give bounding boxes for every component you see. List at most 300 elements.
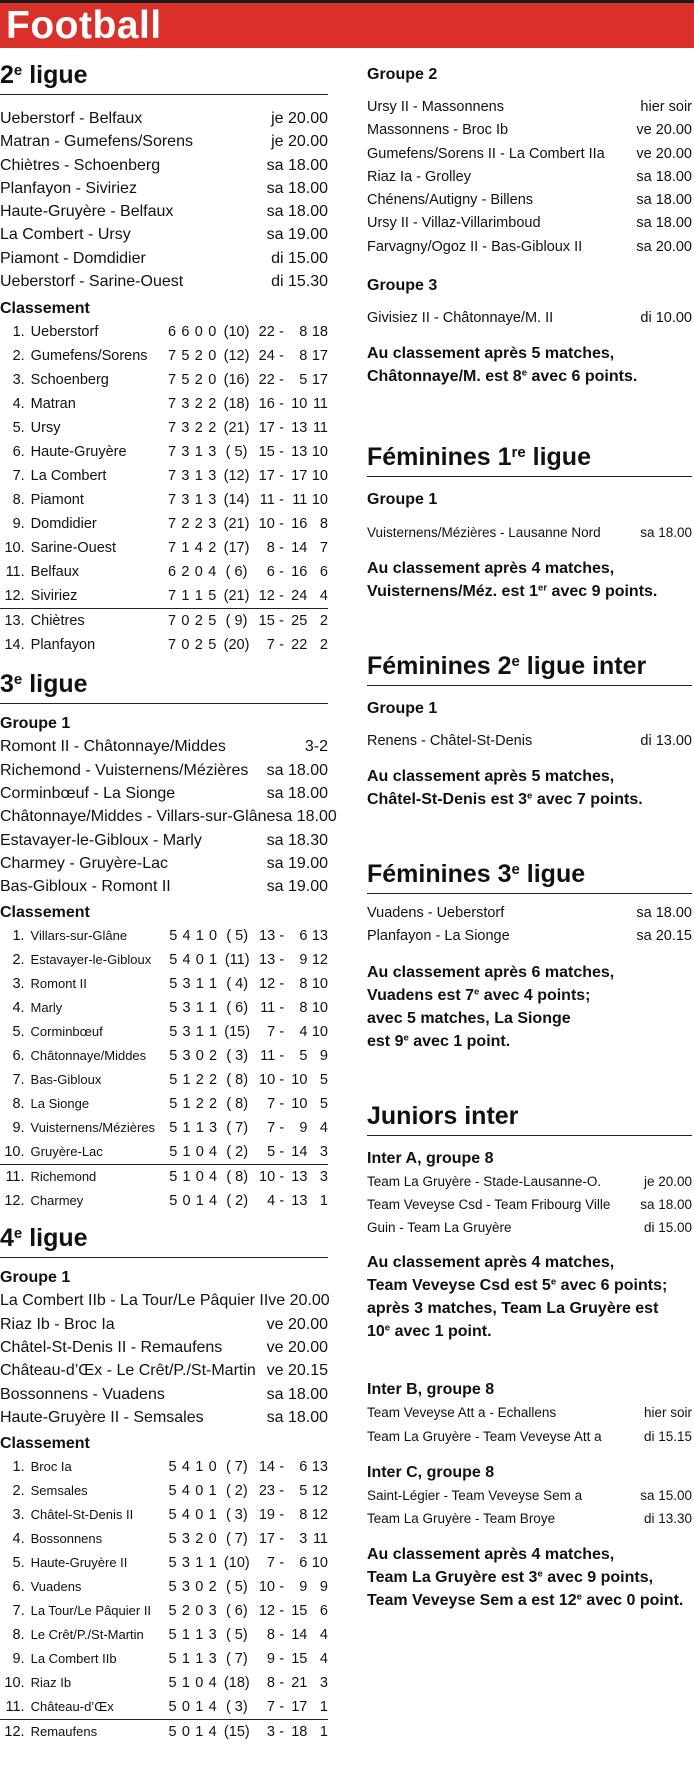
cell-gf: 12	[259, 976, 276, 993]
cell-pen: ( 3)	[225, 1507, 248, 1524]
cell-w: 4	[182, 928, 191, 945]
table-row	[0, 488, 328, 512]
cell-team: Richemond	[30, 1169, 97, 1185]
table-row	[0, 948, 328, 972]
cell-pts: 4	[307, 584, 328, 609]
cell-gf: 4	[267, 1193, 276, 1210]
cell-team: Bossonnens	[30, 1531, 103, 1547]
cell-pen: (15)	[224, 1024, 251, 1041]
cell-separator: -	[279, 1483, 285, 1500]
cell-pts: 7	[319, 540, 328, 557]
cell-w: 5	[181, 348, 190, 365]
cell-gf: 19	[258, 1507, 275, 1524]
fixtures-groupe3	[367, 307, 692, 330]
cell-pts: 5	[319, 1072, 328, 1089]
cell-ga: 9	[299, 952, 308, 969]
fixture-time: je 20.00	[271, 133, 328, 151]
fixtures-inter-b	[367, 1401, 692, 1448]
cell-w: 1	[181, 1651, 190, 1668]
cell-separator: -	[279, 372, 284, 389]
fixture-row	[0, 247, 328, 270]
cell-team: Corminbœuf	[30, 1024, 103, 1040]
fixture-row	[0, 805, 337, 828]
cell-pen: ( 6)	[225, 1603, 248, 1620]
cell-d: 1	[195, 1651, 204, 1668]
fixtures-ligue3	[0, 735, 337, 898]
cell-g: 5	[169, 976, 178, 993]
group-label: Inter A, groupe 8	[367, 1149, 494, 1167]
cell-l: 4	[206, 1695, 219, 1720]
cell-team: Planfayon	[30, 637, 96, 654]
cell-g: 5	[168, 1579, 177, 1596]
cell-ga: 18	[291, 1724, 308, 1741]
fixture-time: sa 18.00	[266, 784, 328, 802]
fixture-match: Planfayon - Siviriez	[0, 179, 137, 197]
cell-rank: 6.	[12, 1579, 25, 1596]
cell-l: 2	[209, 1048, 218, 1065]
cell-g: 5	[168, 1724, 177, 1741]
cell-pts: 17	[311, 348, 328, 365]
cell-separator: -	[279, 1048, 285, 1065]
fixture-match: Châtonnaye/Middes - Villars-sur-Glâne	[0, 808, 276, 826]
cell-gf: 6	[266, 564, 275, 581]
cell-g: 6	[167, 324, 177, 341]
cell-ga: 14	[291, 540, 308, 557]
cell-pts: 10	[311, 492, 328, 509]
table-row	[0, 416, 328, 440]
table-row	[0, 633, 328, 657]
fixture-match: Team La Gruyère - Team Veveyse Att a	[367, 1428, 602, 1444]
fixture-row	[367, 730, 692, 753]
cell-rank: 10.	[4, 1675, 25, 1692]
cell-pts: 4	[319, 1627, 328, 1644]
cell-pen: (18)	[223, 1675, 250, 1692]
cell-w: 1	[181, 540, 190, 557]
fixture-match: Bossonnens - Vuadens	[0, 1385, 165, 1403]
fixture-match: Charmey - Gruyère-Lac	[0, 854, 169, 872]
cell-pen: (16)	[223, 372, 250, 389]
cell-pen: ( 2)	[225, 1483, 248, 1500]
cell-gf: 23	[258, 1483, 275, 1500]
cell-separator: -	[279, 564, 284, 581]
cell-rank: 8.	[12, 492, 25, 509]
cell-ga: 11	[292, 492, 308, 509]
cell-d: 2	[194, 637, 203, 654]
cell-l: 3	[208, 516, 217, 533]
cell-w: 0	[182, 1193, 191, 1210]
cell-d: 0	[195, 1507, 204, 1524]
fixtures-inter-a	[367, 1170, 692, 1240]
cell-l: 2	[209, 1072, 218, 1089]
fixture-row	[367, 212, 692, 235]
fixture-row	[0, 154, 328, 177]
cell-d: 2	[195, 1072, 204, 1089]
cell-rank: 10.	[4, 540, 25, 557]
fixture-time: ve 20.00	[266, 1339, 328, 1357]
cell-l: 5	[206, 584, 219, 609]
cell-pen: ( 7)	[225, 1651, 248, 1668]
group-label: Inter B, groupe 8	[367, 1381, 495, 1399]
cell-pts: 2	[319, 637, 328, 654]
table-row	[0, 1503, 328, 1527]
cell-pts: 6	[319, 1603, 328, 1620]
fixture-row	[0, 1336, 328, 1359]
cell-gf: 13	[259, 928, 276, 945]
cell-pts: 5	[319, 1096, 328, 1113]
table-row	[0, 1695, 328, 1720]
cell-gf: 10	[258, 1579, 275, 1596]
cell-ga: 25	[291, 613, 308, 630]
cell-g: 5	[169, 928, 178, 945]
cell-ga: 6	[299, 1555, 308, 1572]
cell-rank: 9.	[12, 516, 25, 533]
cell-pen: ( 3)	[226, 1048, 249, 1065]
cell-w: 4	[181, 1483, 190, 1500]
cell-w: 3	[181, 444, 190, 461]
cell-ga: 6	[299, 1459, 308, 1476]
fixture-row	[367, 1425, 692, 1448]
cell-w: 5	[181, 372, 190, 389]
fixtures-fem1	[367, 521, 692, 544]
table-row	[0, 1527, 328, 1551]
cell-g: 7	[167, 396, 177, 413]
fixture-match: Chiètres - Schoenberg	[0, 156, 161, 174]
cell-team: Le Crêt/P./St-Martin	[30, 1627, 144, 1643]
cell-gf: 7	[267, 1024, 276, 1041]
cell-gf: 8	[266, 1675, 275, 1692]
cell-ga: 13	[291, 1193, 308, 1210]
cell-pts: 6	[319, 564, 328, 581]
cell-separator: -	[279, 1024, 285, 1041]
cell-w: 1	[182, 1120, 191, 1137]
table-row	[0, 368, 328, 392]
cell-ga: 9	[299, 1579, 308, 1596]
cell-d: 1	[195, 928, 204, 945]
left-column	[0, 48, 337, 1744]
cell-pts: 10	[311, 468, 328, 485]
fixture-row	[0, 852, 328, 875]
cell-team: Vuadens	[30, 1579, 82, 1595]
cell-separator: -	[279, 1193, 285, 1210]
cell-d: 2	[194, 613, 203, 630]
fixture-time: sa 18.00	[636, 215, 692, 232]
cell-l: 0	[208, 1459, 217, 1476]
cell-pts: 8	[319, 516, 328, 533]
fixture-match: Renens - Châtel-St-Denis	[367, 732, 533, 749]
cell-d: 4	[194, 540, 203, 557]
cell-pen: ( 8)	[226, 1169, 249, 1186]
fixture-row	[0, 735, 328, 758]
cell-team: Chiètres	[30, 613, 85, 630]
cell-rank: 7.	[12, 468, 25, 485]
cell-ga: 16	[291, 564, 308, 581]
cell-separator: -	[279, 1555, 285, 1572]
cell-l: 3	[209, 1120, 218, 1137]
cell-gf: 17	[258, 1531, 275, 1548]
table-row	[0, 464, 328, 488]
table-row	[0, 1044, 328, 1068]
cell-pts: 13	[311, 1459, 328, 1476]
cell-pts: 1	[319, 1724, 328, 1741]
fixture-row	[367, 925, 692, 948]
cell-separator: -	[279, 1675, 285, 1692]
cell-g: 7	[167, 637, 177, 654]
cell-team: Estavayer-le-Gibloux	[30, 952, 152, 968]
fixture-match: Riaz Ib - Broc Ia	[0, 1315, 115, 1333]
cell-l: 2	[208, 1579, 217, 1596]
table-row	[0, 512, 328, 536]
standings-table-ligue3	[0, 924, 328, 1213]
cell-g: 5	[169, 1048, 178, 1065]
cell-ga: 13	[291, 420, 308, 437]
fixture-time: di 15.30	[271, 273, 328, 291]
cell-rank: 8.	[12, 1627, 25, 1644]
cell-d: 0	[195, 1579, 204, 1596]
cell-separator: -	[279, 1724, 285, 1741]
cell-l: 3	[208, 492, 217, 509]
cell-w: 2	[181, 516, 190, 533]
cell-team: La Combert	[30, 468, 107, 485]
cell-w: 0	[179, 1695, 192, 1720]
table-row	[0, 1092, 328, 1116]
cell-gf: 10	[259, 1169, 276, 1186]
cell-rank: 3.	[12, 976, 25, 993]
cell-rank: 9.	[12, 1651, 25, 1668]
cell-d: 2	[195, 1531, 204, 1548]
cell-team: Remaufens	[30, 1724, 98, 1740]
cell-d: 0	[195, 1048, 204, 1065]
cell-gf: 11	[260, 1000, 276, 1017]
fixture-match: Riaz Ia - Grolley	[367, 168, 471, 185]
fixture-time: sa 18.00	[266, 203, 328, 221]
cell-l: 5	[208, 613, 217, 630]
cell-ga: 13	[291, 1169, 308, 1186]
page-title: Football	[6, 4, 162, 47]
cell-w: 4	[181, 1459, 190, 1476]
cell-team: Ursy	[30, 420, 61, 437]
standing-note: Au classement après 5 matches, Châtonnaye/M. est 8e avec 6 points.	[367, 345, 638, 386]
cell-pen: ( 4)	[226, 976, 249, 993]
fixture-time: sa 15.00	[640, 1488, 692, 1504]
cell-d: 0	[195, 1603, 204, 1620]
cell-ga: 17	[291, 468, 308, 485]
section-heading-ligue4: 4e ligue	[0, 1221, 328, 1258]
cell-team: Châtonnaye/Middes	[30, 1048, 147, 1064]
fixture-time: sa 20.15	[636, 928, 692, 945]
cell-pen: ( 7)	[225, 1459, 248, 1476]
cell-gf: 5	[255, 1140, 276, 1165]
cell-rank: 6.	[12, 444, 25, 461]
classement-label: Classement	[0, 300, 90, 318]
fixture-time: di 15.00	[271, 249, 328, 267]
cell-rank: 1.	[12, 324, 25, 341]
fixture-match: Romont II - Châtonnaye/Middes	[0, 738, 226, 756]
cell-pts: 10	[311, 1000, 328, 1017]
fixture-match: Haute-Gruyère II - Semsales	[0, 1408, 204, 1426]
group-label: Groupe 3	[367, 277, 438, 295]
cell-w: 0	[181, 1724, 190, 1741]
cell-l: 0	[208, 348, 217, 365]
cell-w: 1	[179, 584, 192, 609]
cell-gf: 7	[267, 1096, 276, 1113]
cell-ga: 16	[291, 516, 308, 533]
fixture-row	[0, 759, 328, 782]
cell-ga: 15	[291, 1603, 308, 1620]
cell-ga: 22	[291, 637, 308, 654]
cell-team: Châtel-St-Denis II	[30, 1507, 134, 1523]
cell-pen: ( 6)	[226, 1000, 249, 1017]
table-row	[0, 1165, 328, 1190]
cell-pts: 4	[319, 1651, 328, 1668]
cell-w: 3	[181, 468, 190, 485]
cell-rank: 10.	[0, 1140, 31, 1165]
cell-l: 1	[209, 1024, 218, 1041]
fixture-match: La Combert IIb - La Tour/Le Pâquier II	[0, 1292, 269, 1310]
classement-label: Classement	[0, 904, 90, 922]
cell-gf: 7	[254, 1695, 275, 1720]
fixture-row	[0, 782, 328, 805]
cell-pen: ( 2)	[220, 1140, 255, 1165]
standing-note: Au classement après 4 matches, Team Veveyse Csd est 5e avec 6 points; après 3 matches, Team La Gruyère est 10e avec 1 point.	[367, 1254, 668, 1341]
table-row	[0, 996, 328, 1020]
fixture-row	[0, 200, 328, 223]
cell-separator: -	[279, 1651, 285, 1668]
right-column	[367, 48, 692, 1612]
cell-separator: -	[279, 1459, 285, 1476]
cell-d: 2	[194, 516, 203, 533]
cell-w: 2	[181, 564, 190, 581]
fixture-row	[0, 1406, 328, 1429]
cell-team: Matran	[30, 396, 76, 413]
cell-ga: 21	[291, 1675, 308, 1692]
fixture-row	[367, 96, 692, 119]
cell-d: 2	[194, 348, 203, 365]
cell-l: 4	[208, 1724, 217, 1741]
cell-g: 7	[167, 492, 177, 509]
group-label: Groupe 2	[367, 66, 438, 83]
cell-pen: (20)	[223, 637, 250, 654]
standing-note: Au classement après 6 matches, Vuadens est 7e avec 4 points; avec 5 matches, La Sionge est 9e avec 1 point.	[367, 963, 615, 1050]
section-heading-ligue3: 3e ligue	[0, 667, 328, 704]
cell-gf: 10	[259, 1072, 276, 1089]
cell-d: 1	[195, 976, 204, 993]
fixture-row	[367, 166, 692, 189]
cell-pts: 3	[319, 1169, 328, 1186]
cell-ga: 24	[288, 584, 307, 609]
cell-pen: (17)	[223, 540, 250, 557]
cell-gf: 11	[260, 1048, 276, 1065]
cell-pen: ( 5)	[225, 444, 248, 461]
cell-team: Gumefens/Sorens	[30, 348, 148, 365]
cell-l: 2	[209, 1096, 218, 1113]
cell-g: 5	[168, 1531, 177, 1548]
cell-g: 5	[169, 952, 178, 969]
cell-d: 0	[194, 324, 203, 341]
cell-g: 5	[166, 1695, 179, 1720]
cell-rank: 3.	[12, 372, 25, 389]
fixture-time: hier soir	[640, 99, 692, 115]
fixture-time: ve 20.00	[636, 122, 692, 139]
fixture-match: Bas-Gibloux - Romont II	[0, 878, 171, 896]
cell-l: 1	[208, 1483, 217, 1500]
cell-d: 1	[195, 1459, 204, 1476]
cell-d: 0	[194, 564, 203, 581]
cell-gf: 13	[259, 952, 276, 969]
cell-w: 2	[181, 1603, 190, 1620]
cell-l: 1	[209, 976, 218, 993]
cell-team: Vuisternens/Mézières	[30, 1120, 156, 1136]
cell-rank: 4.	[12, 1531, 25, 1548]
cell-pen: ( 2)	[226, 1193, 249, 1210]
cell-pen: (14)	[223, 492, 250, 509]
cell-pts: 11	[312, 420, 328, 437]
cell-g: 5	[169, 1120, 178, 1137]
cell-rank: 2.	[12, 1483, 25, 1500]
cell-rank: 11.	[5, 564, 25, 581]
cell-pen: ( 5)	[226, 928, 249, 945]
standing-note: Au classement après 4 matches, Vuisternens/Méz. est 1er avec 9 points.	[367, 559, 658, 600]
group-label: Groupe 1	[367, 699, 438, 717]
table-row	[0, 924, 328, 948]
cell-ga: 10	[291, 1096, 308, 1113]
cell-g: 5	[169, 1000, 178, 1017]
cell-separator: -	[279, 1507, 285, 1524]
cell-separator: -	[279, 348, 284, 365]
cell-g: 7	[167, 372, 177, 389]
cell-team: Haute-Gruyère	[30, 444, 127, 461]
table-row	[0, 1551, 328, 1575]
cell-g: 5	[169, 1024, 178, 1041]
cell-l: 4	[209, 1193, 218, 1210]
cell-pts: 10	[311, 1555, 328, 1572]
fixture-time: sa 18.00	[640, 525, 692, 541]
cell-l: 3	[208, 1603, 217, 1620]
cell-rank: 12.	[0, 584, 31, 609]
cell-g: 5	[168, 1651, 177, 1668]
cell-gf: 17	[258, 468, 275, 485]
cell-pen: (12)	[223, 348, 250, 365]
cell-ga: 5	[299, 1483, 308, 1500]
fixture-match: Piamont - Domdidier	[0, 249, 146, 267]
cell-d: 1	[194, 468, 203, 485]
cell-pen: ( 8)	[226, 1072, 249, 1089]
cell-ga: 10	[291, 396, 308, 413]
cell-team: Siviriez	[31, 584, 166, 609]
cell-g: 7	[167, 348, 177, 365]
cell-g: 5	[169, 1072, 178, 1089]
cell-w: 0	[181, 637, 190, 654]
cell-rank: 9.	[12, 1120, 25, 1137]
fixture-time: di 13.00	[640, 732, 692, 749]
fixture-match: Haute-Gruyère - Belfaux	[0, 203, 174, 221]
table-row	[0, 344, 328, 368]
cell-w: 3	[181, 492, 190, 509]
table-row	[0, 972, 328, 996]
cell-g: 7	[167, 468, 177, 485]
cell-l: 0	[208, 324, 217, 341]
cell-rank: 7.	[12, 1603, 25, 1620]
cell-l: 4	[208, 1675, 217, 1692]
cell-pen: (21)	[223, 420, 250, 437]
cell-gf: 12	[254, 584, 275, 609]
fixture-row	[0, 875, 328, 898]
cell-pts: 18	[311, 324, 328, 341]
cell-team: La Sionge	[30, 1096, 90, 1112]
cell-pen: (12)	[223, 468, 250, 485]
fixtures-fem2	[367, 730, 692, 753]
cell-pen: ( 9)	[225, 613, 248, 630]
fixture-match: Saint-Légier - Team Veveyse Sem a	[367, 1488, 583, 1504]
